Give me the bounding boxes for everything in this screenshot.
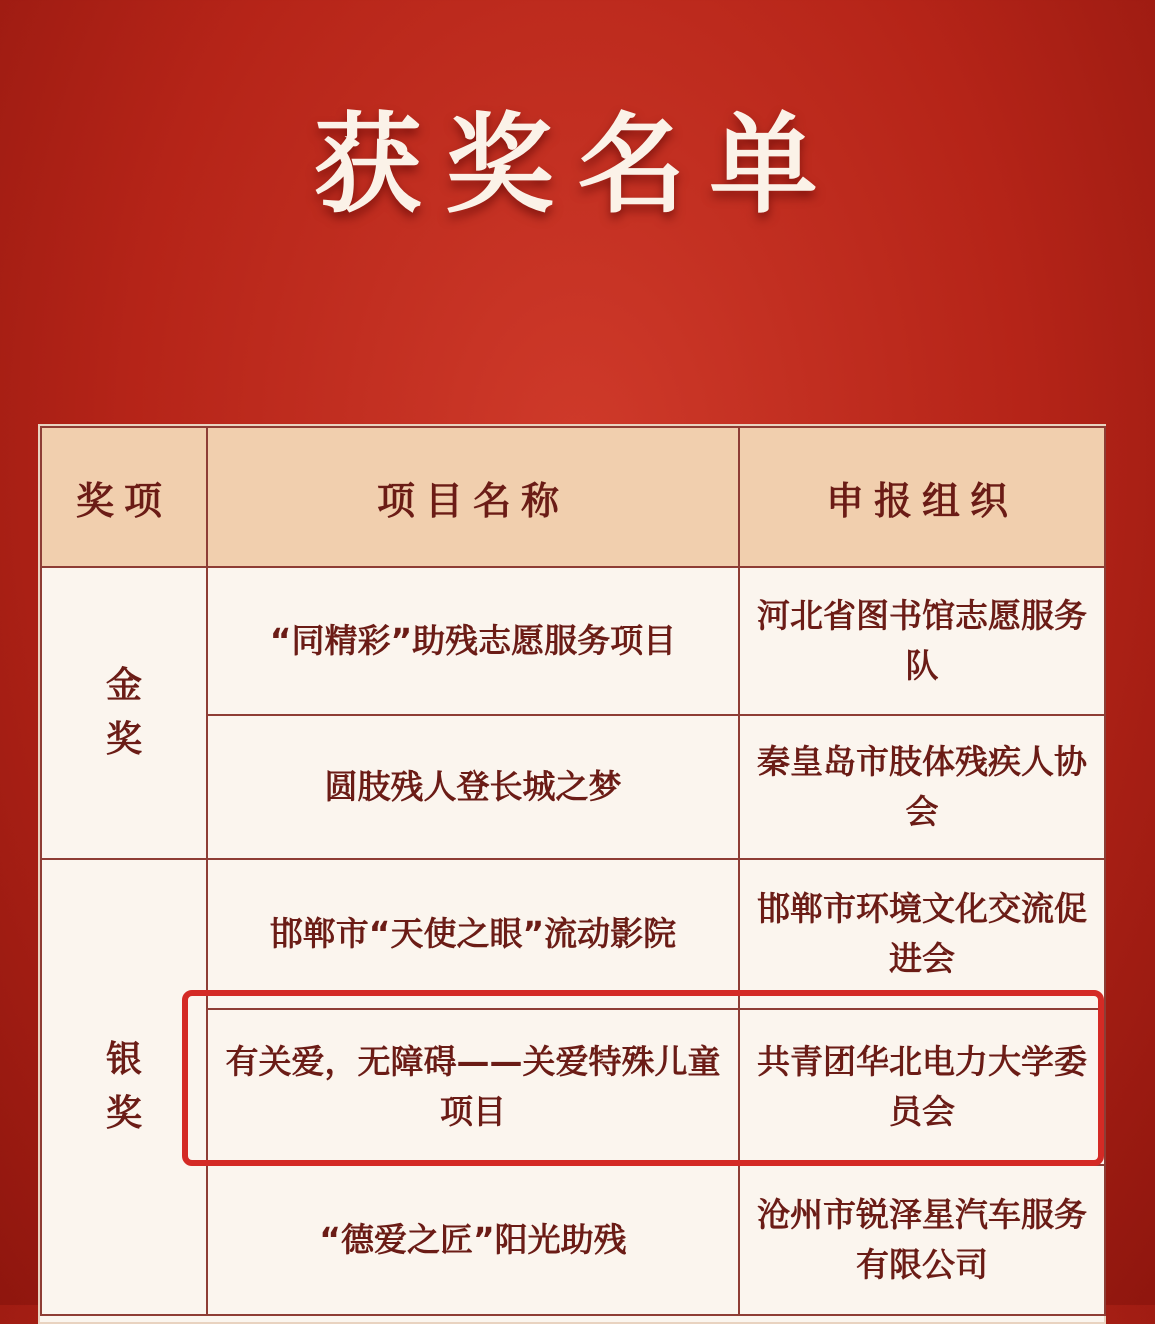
organization: 秦皇岛市肢体残疾人协会	[739, 715, 1105, 859]
table-row	[41, 567, 1105, 715]
table-row	[41, 859, 1105, 1009]
award-gold: 金 奖	[41, 567, 207, 859]
header-project-name: 项目名称	[207, 427, 739, 567]
award-table-panel	[38, 424, 1106, 1324]
header-award: 奖项	[41, 427, 207, 567]
page-title: 获奖名单	[313, 103, 842, 228]
project-name: 圆肢残人登长城之梦	[207, 715, 739, 859]
organization: 邯郸市环境文化交流促进会	[739, 859, 1105, 1009]
header-organization: 申报组织	[739, 427, 1105, 567]
organization: 河北省图书馆志愿服务队	[739, 567, 1105, 715]
project-name: 有关爱，无障碍——关爱特殊儿童项目	[207, 1009, 739, 1165]
project-name: 邯郸市“天使之眼”流动影院	[207, 859, 739, 1009]
award-table	[40, 426, 1106, 1316]
award-silver: 银 奖	[41, 859, 207, 1315]
project-name: “德爱之匠”阳光助残	[207, 1165, 739, 1315]
table-header-row	[41, 427, 1105, 567]
project-name: “同精彩”助残志愿服务项目	[207, 567, 739, 715]
organization: 沧州市锐泽星汽车服务有限公司	[739, 1165, 1105, 1315]
organization: 共青团华北电力大学委员会	[739, 1009, 1105, 1165]
